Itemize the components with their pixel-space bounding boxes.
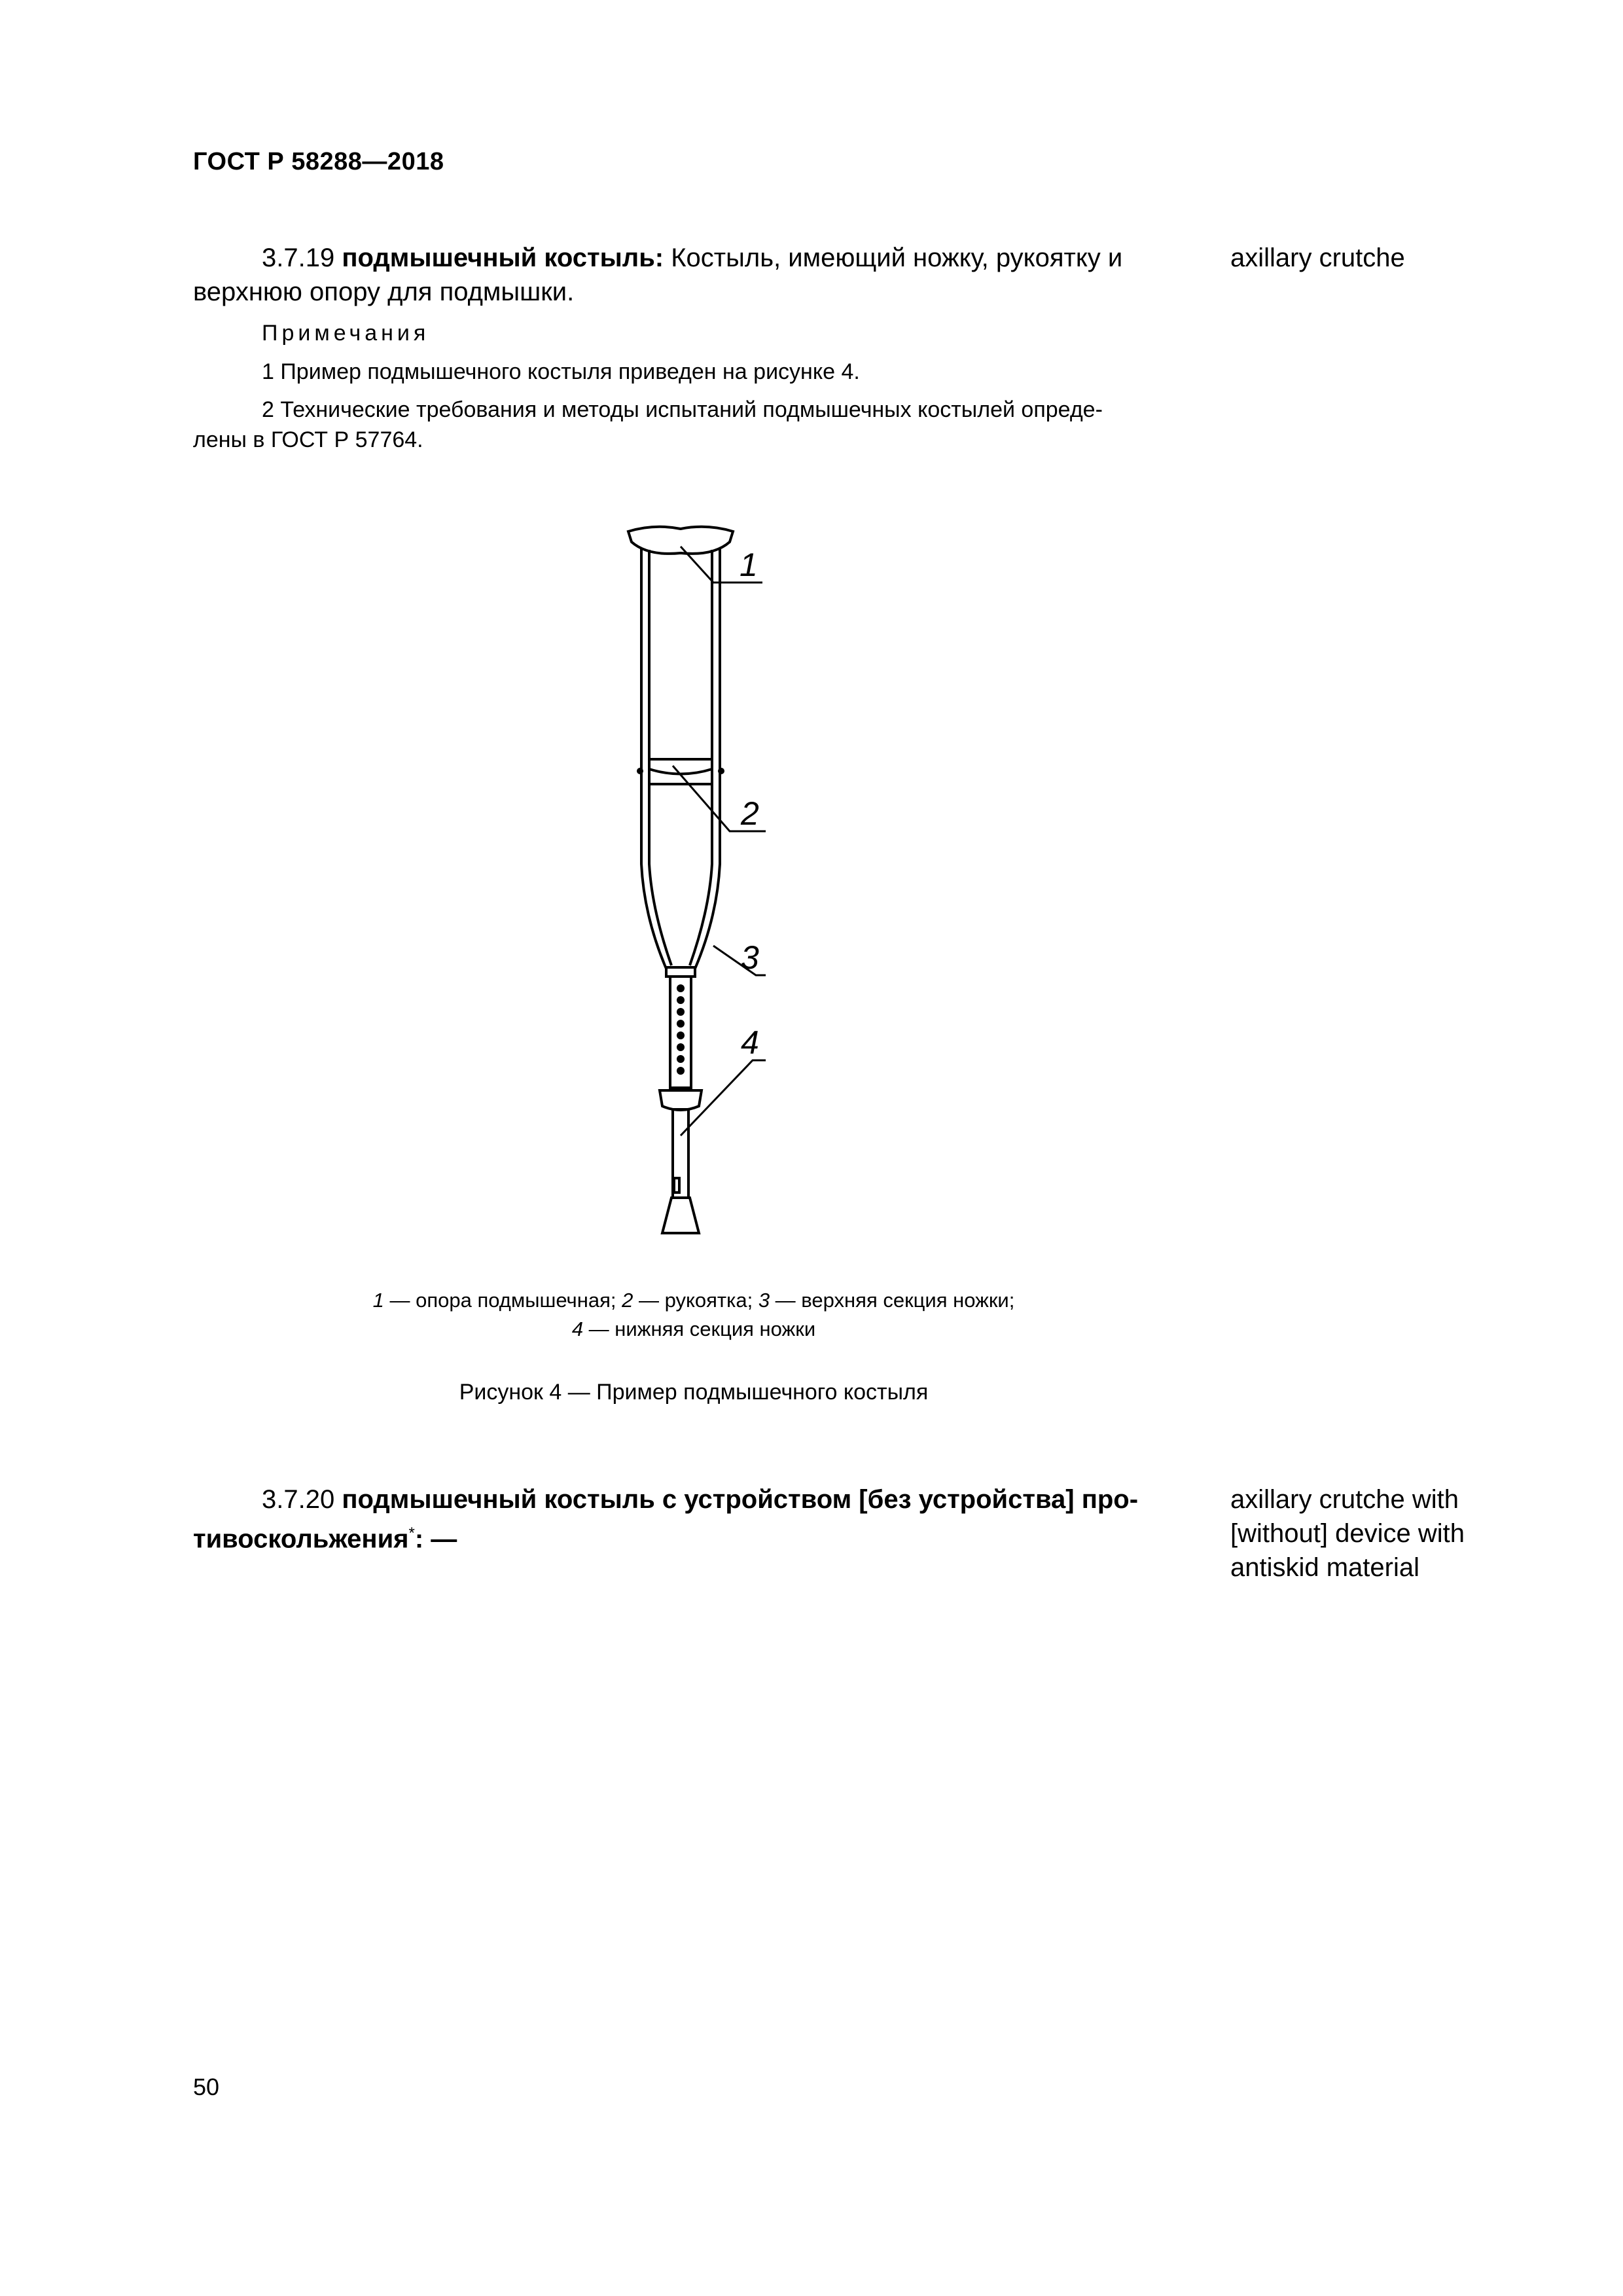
term-3-7-19	[193, 241, 1188, 309]
term-definition-part2: верхнюю опору для подмышки.	[193, 278, 575, 306]
term-number: 3.7.19	[262, 243, 335, 272]
callout-1: 1	[740, 547, 758, 583]
crutch-drawing	[615, 517, 812, 1263]
standard-header: ГОСТ Р 58288—2018	[193, 148, 444, 175]
handle-bolt-left	[637, 768, 643, 774]
english-line1: axillary crutche with	[1230, 1485, 1459, 1514]
note-2-line1: 2 Технические требования и методы испытаний подмышечных костылей опреде-	[262, 397, 1103, 422]
legend-text-1: — опора подмышечная;	[383, 1289, 622, 1312]
handle-bolt-right	[718, 768, 724, 774]
callout-2: 2	[741, 795, 759, 832]
legend-key-3: 3	[758, 1289, 770, 1312]
term-3-7-19-line1	[193, 241, 1188, 275]
footnote-mark: *	[408, 1524, 415, 1542]
legend-line1	[275, 1286, 1113, 1315]
term-name-part2: тивоскольжения	[193, 1524, 409, 1554]
note-2	[193, 395, 1188, 455]
handle-curve	[649, 769, 712, 774]
crutch-figure	[615, 517, 812, 1263]
legend-text-3: — верхняя секция ножки;	[770, 1289, 1015, 1312]
page-number: 50	[193, 2073, 220, 2100]
english-line3: antiskid material	[1230, 1553, 1420, 1582]
term-3-7-20	[193, 1482, 1188, 1556]
spring-pin	[674, 1178, 679, 1193]
legend-text-2: — рукоятка;	[633, 1289, 758, 1312]
note-1	[193, 357, 1188, 387]
legend-key-1: 1	[372, 1289, 384, 1312]
term-3-7-20-line1	[193, 1482, 1188, 1516]
term-name-part1: подмышечный костыль с устройством [без устройства] про-	[342, 1485, 1139, 1514]
legend-key-4: 4	[571, 1318, 584, 1340]
figure-caption: Рисунок 4 — Пример подмышечного костыля	[459, 1380, 929, 1405]
term-3-7-20-line2	[193, 1516, 1188, 1556]
upper-rail-right-inner	[690, 550, 712, 965]
leader-4	[681, 1060, 766, 1136]
upper-rail-left-inner	[649, 550, 671, 965]
connector	[666, 967, 695, 977]
notes-title: Примечания	[262, 321, 430, 346]
note-1-text: 1 Пример подмышечного костыля приведен на рисунке 4.	[262, 359, 860, 384]
term-definition-part1: Костыль, имеющий ножку, рукоятку и	[671, 243, 1123, 272]
english-term-3-7-19: axillary crutche	[1230, 243, 1405, 272]
axillary-pad-shape	[628, 527, 733, 554]
figure-legend	[275, 1286, 1113, 1344]
legend-line2	[275, 1315, 1113, 1344]
term-name: подмышечный костыль:	[342, 243, 664, 272]
callout-3: 3	[741, 939, 759, 976]
clamp	[660, 1090, 702, 1110]
term-number: 3.7.20	[262, 1485, 335, 1514]
legend-key-2: 2	[622, 1289, 633, 1312]
callout-4: 4	[741, 1024, 759, 1061]
term-end: : —	[414, 1524, 457, 1554]
english-line2: [without] device with	[1230, 1519, 1465, 1548]
english-term-3-7-20	[1230, 1482, 1492, 1585]
rubber-tip	[662, 1198, 699, 1233]
note-2-line2: лены в ГОСТ Р 57764.	[193, 427, 423, 452]
legend-text-4: — нижняя секция ножки	[583, 1318, 816, 1340]
